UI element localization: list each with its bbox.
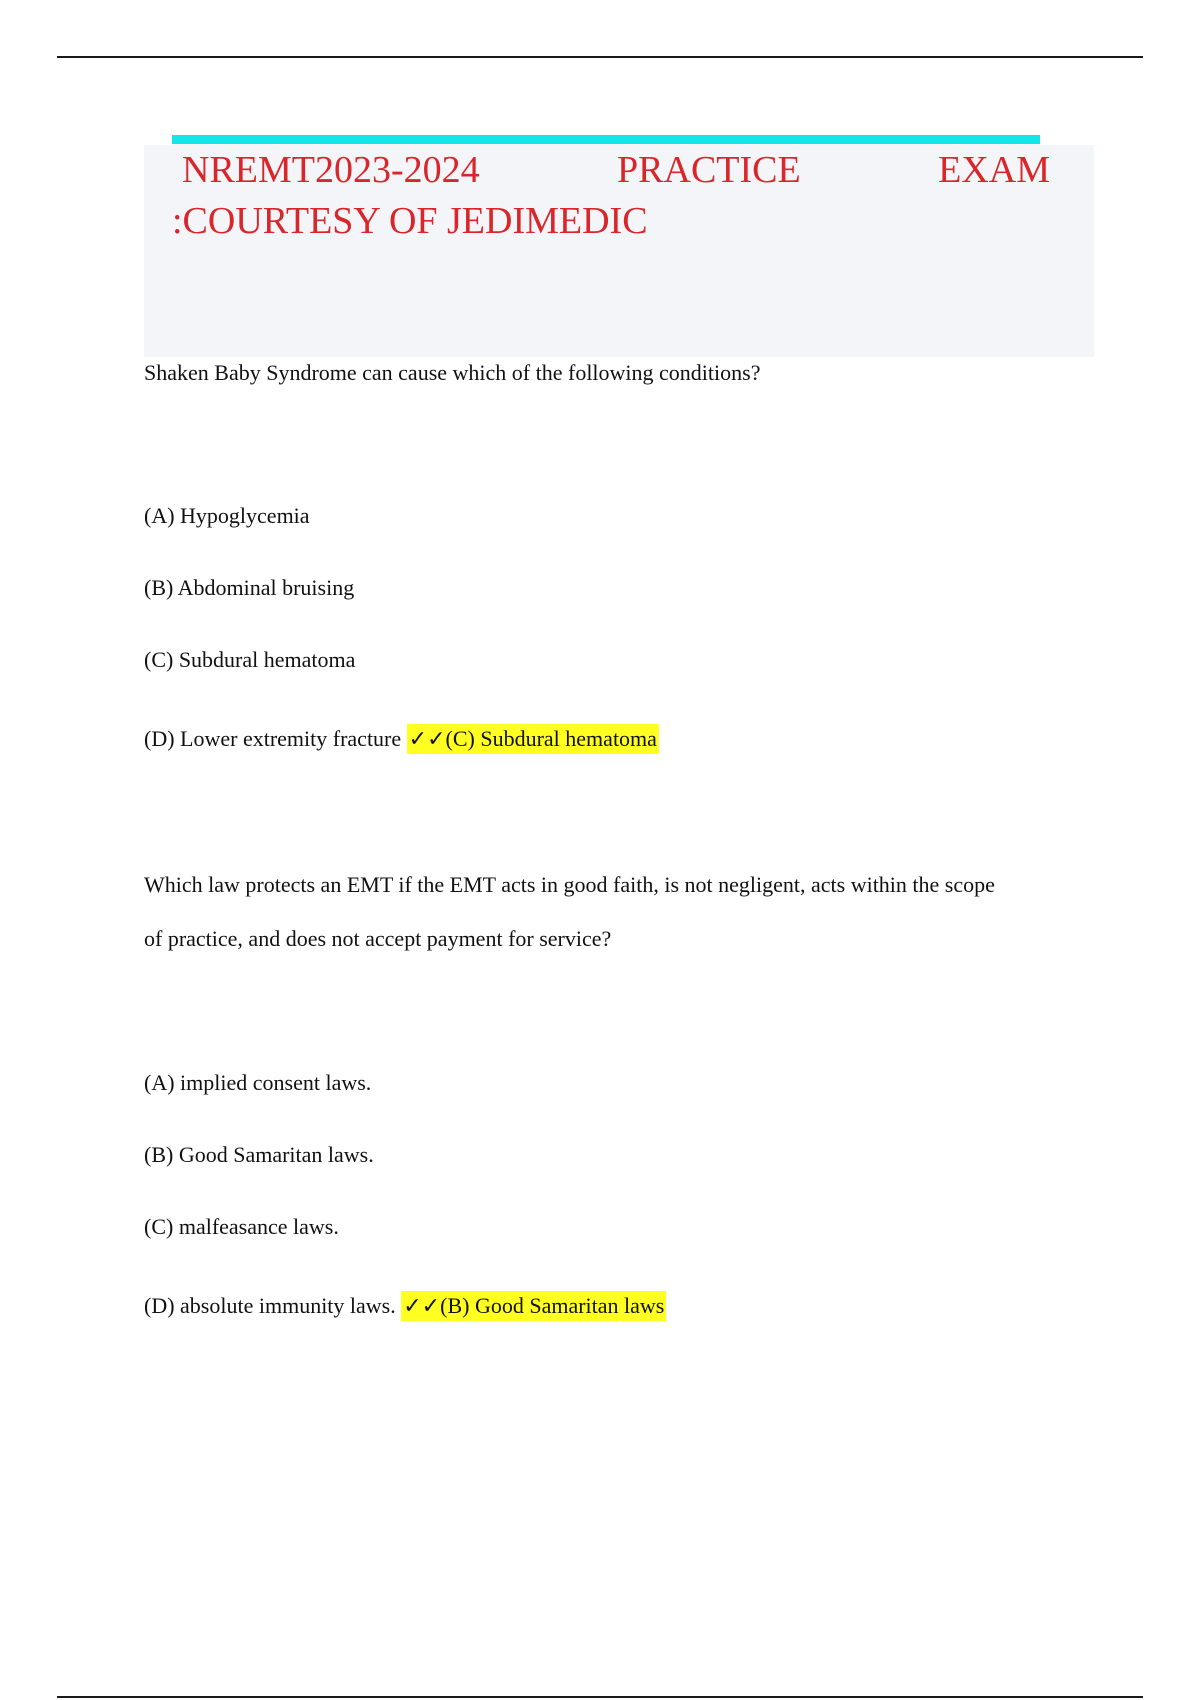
question-2-option-b: (B) Good Samaritan laws. [144,1142,374,1167]
question-2-answer-highlight [401,1291,666,1321]
question-2-option-d-row [144,1291,666,1322]
question-2-option-c: (C) malfeasance laws. [144,1214,339,1239]
title-accent-bar [172,135,1040,144]
question-1-text: Shaken Baby Syndrome can cause which of the following conditions? [144,360,761,385]
question-1-option-d-row [144,724,659,755]
document-title-line1 [182,144,1050,196]
question-1-option-a: (A) Hypoglycemia [144,503,310,528]
page-bottom-rule [57,1696,1143,1698]
question-1-answer: (C) Subdural hematoma [445,726,657,751]
question-1-option-d: (D) Lower extremity fracture [144,726,402,751]
question-2-answer: (B) Good Samaritan laws [440,1293,665,1318]
question-2-text-line1: Which law protects an EMT if the EMT acts in good faith, is not negligent, acts within the scope [144,872,995,897]
question-2-option-a: (A) implied consent laws. [144,1070,372,1095]
question-1-answer-highlight [407,724,659,754]
title-word-2: PRACTICE [617,149,801,191]
question-2-text-line2: of practice, and does not accept payment for service? [144,926,612,951]
check-icon: ✓✓ [408,727,446,752]
check-icon: ✓✓ [403,1294,441,1319]
question-1-option-b: (B) Abdominal bruising [144,575,355,600]
title-word-1: NREMT2023-2024 [182,149,480,191]
question-2-option-d: (D) absolute immunity laws. [144,1293,396,1318]
document-title-line2: :COURTESY OF JEDIMEDIC [172,200,648,242]
title-word-3: EXAM [938,149,1050,191]
question-1-option-c: (C) Subdural hematoma [144,647,356,672]
page-top-rule [57,56,1143,58]
